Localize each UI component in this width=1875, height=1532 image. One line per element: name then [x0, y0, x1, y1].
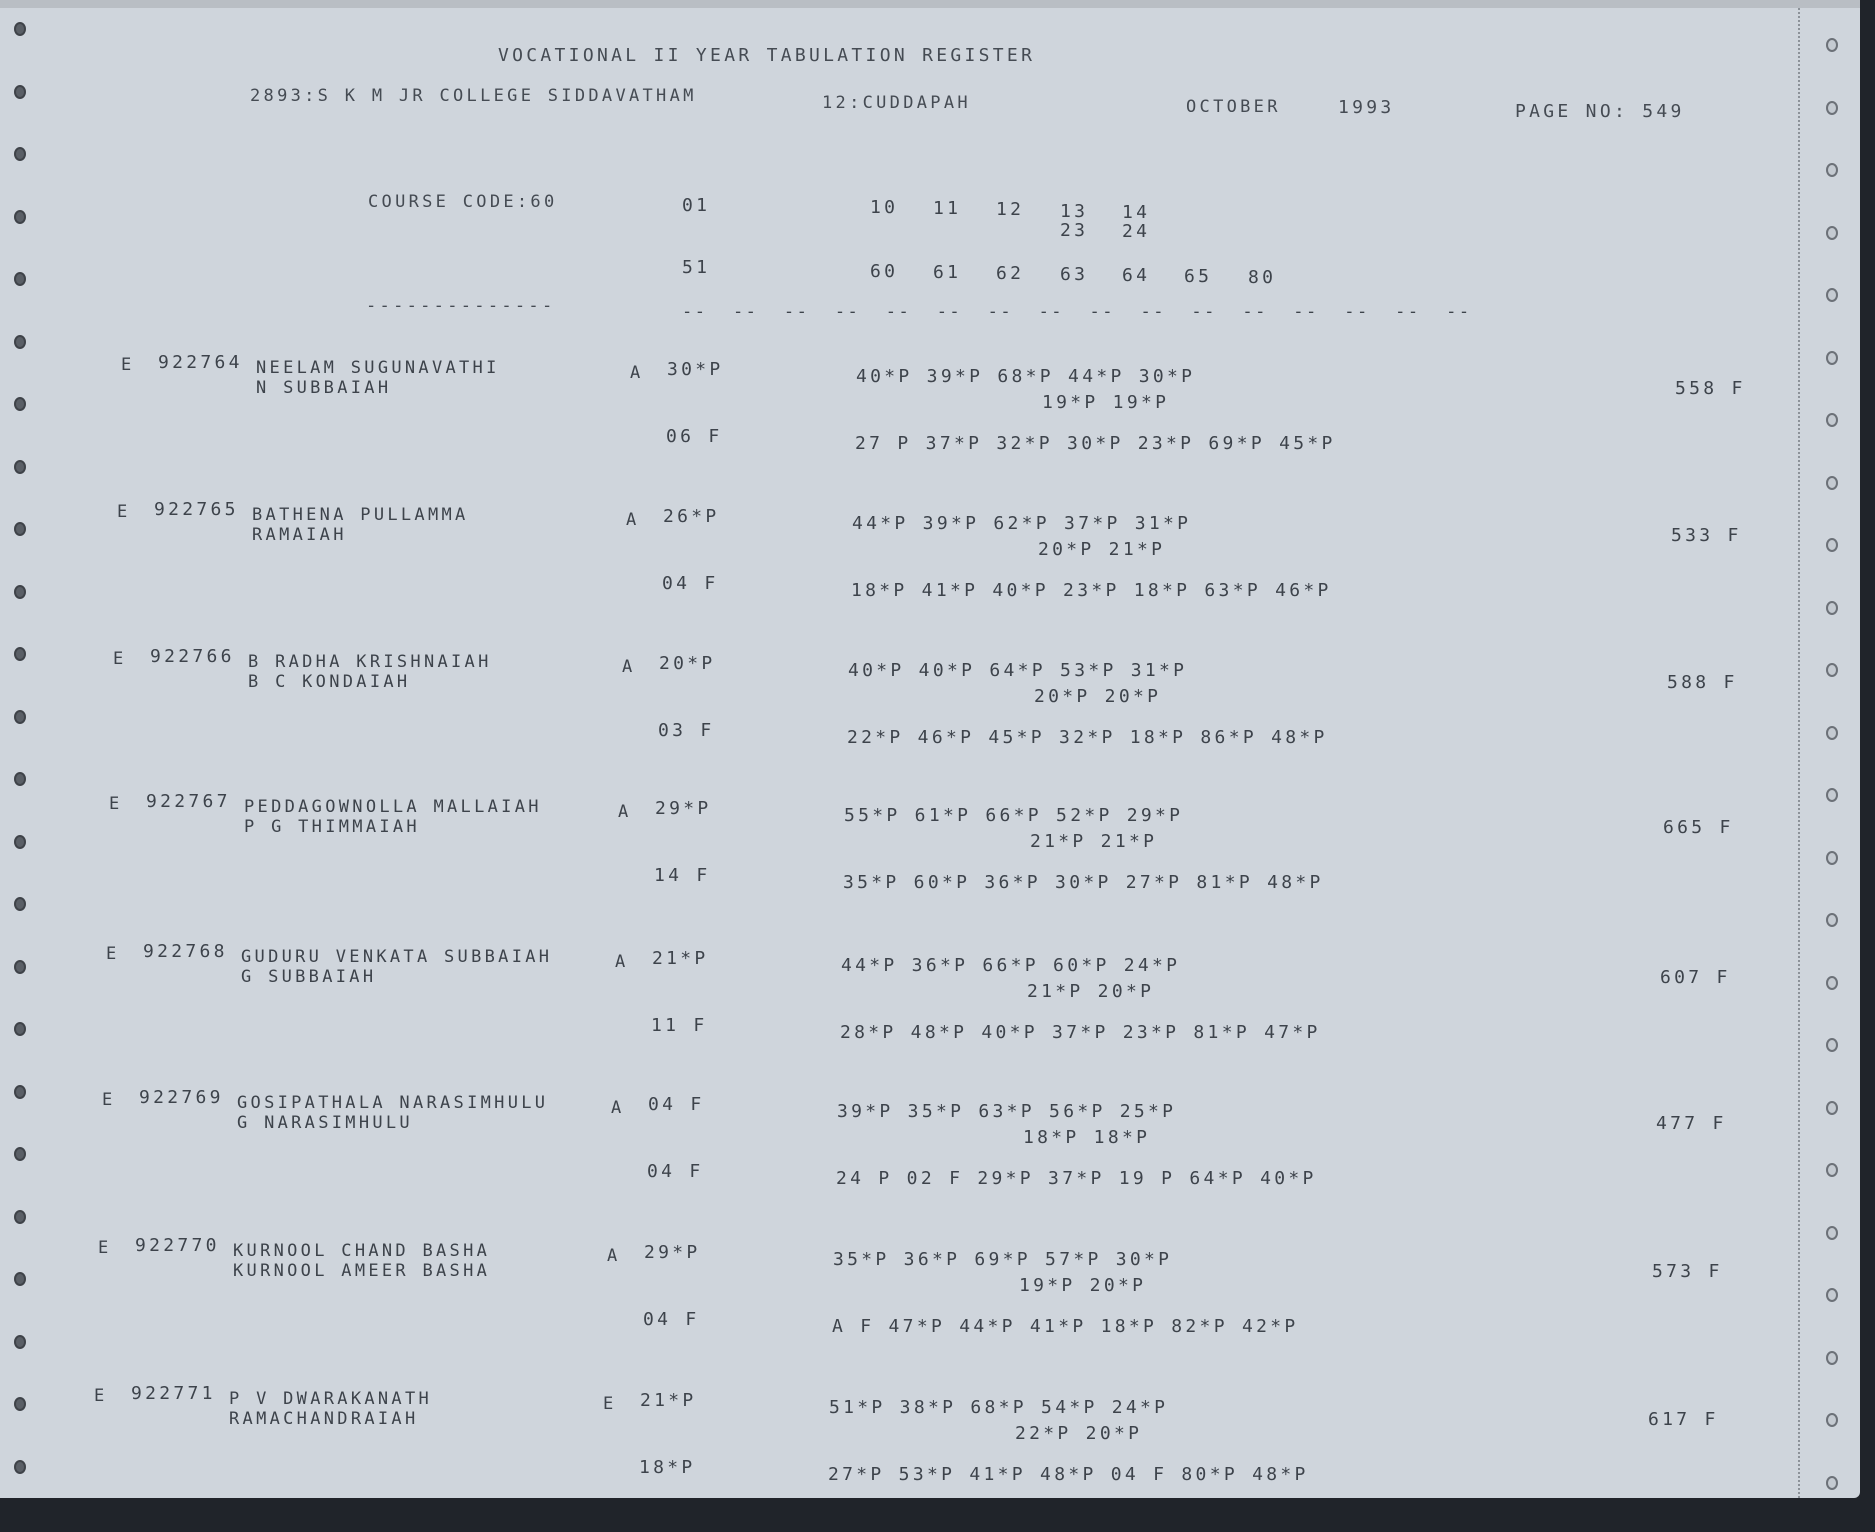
student-name: GOSIPATHALA NARASIMHULU — [237, 1093, 549, 1113]
first-language-mark: 29*P — [644, 1242, 701, 1263]
perforation-hole — [1826, 38, 1838, 52]
group-code: A — [618, 802, 632, 822]
second-year-marks: 28*P 48*P 40*P 37*P 23*P 81*P 47*P — [840, 1022, 1321, 1043]
student-name: BATHENA PULLAMMA — [252, 505, 469, 525]
subject-code: 11 — [933, 198, 962, 219]
second-year-marks: 27 P 37*P 32*P 30*P 23*P 69*P 45*P — [855, 433, 1336, 454]
subject-code: 10 — [870, 197, 899, 218]
first-year-marks-extra: 21*P 20*P — [1027, 981, 1155, 1002]
total-result: 558 F — [1675, 378, 1746, 399]
first-year-marks-extra: 21*P 21*P — [1030, 831, 1158, 852]
second-language-mark: 11 F — [651, 1015, 708, 1036]
roll-number: 922767 — [146, 791, 231, 812]
group-code: A — [630, 363, 644, 383]
roll-number: 922770 — [135, 1235, 220, 1256]
roll-number: 922766 — [150, 646, 235, 667]
subject-code: 65 — [1184, 266, 1213, 287]
first-year-marks-extra: 22*P 20*P — [1015, 1423, 1143, 1444]
perforation-hole — [1826, 1413, 1838, 1427]
student-name: PEDDAGOWNOLLA MALLAIAH — [244, 797, 542, 817]
perforation-hole — [14, 1147, 26, 1161]
perforation-hole — [1826, 538, 1838, 552]
perforation-hole — [1826, 851, 1838, 865]
second-year-marks: 22*P 46*P 45*P 32*P 18*P 86*P 48*P — [847, 727, 1328, 748]
father-name: G SUBBAIAH — [241, 967, 377, 987]
second-language-mark: 04 F — [647, 1161, 704, 1182]
perforation-hole — [1826, 163, 1838, 177]
perforation-hole — [14, 1272, 26, 1286]
first-language-mark: 04 F — [648, 1094, 705, 1115]
perforation-hole — [1826, 226, 1838, 240]
first-year-marks: 44*P 39*P 62*P 37*P 31*P — [852, 513, 1192, 534]
second-year-marks: A F 47*P 44*P 41*P 18*P 82*P 42*P — [832, 1316, 1299, 1337]
perforation-hole — [14, 460, 26, 474]
perforation-hole — [1826, 1476, 1838, 1490]
subject-code: 23 — [1060, 220, 1089, 241]
perforation-hole — [1826, 1288, 1838, 1302]
perforation-hole — [1826, 351, 1838, 365]
perforation-hole — [1826, 1101, 1838, 1115]
student-name: NEELAM SUGUNAVATHI — [256, 358, 500, 378]
second-language-mark: 14 F — [654, 865, 711, 886]
total-result: 588 F — [1667, 672, 1738, 693]
subject-code: 51 — [682, 257, 711, 278]
total-result: 617 F — [1648, 1409, 1719, 1430]
student-category: E — [98, 1238, 112, 1258]
perforation-hole — [1826, 413, 1838, 427]
perforation-hole — [14, 585, 26, 599]
first-year-marks: 39*P 35*P 63*P 56*P 25*P — [837, 1101, 1177, 1122]
perforation-hole — [14, 522, 26, 536]
student-category: E — [121, 355, 135, 375]
roll-number: 922768 — [143, 941, 228, 962]
father-name: KURNOOL AMEER BASHA — [233, 1261, 491, 1281]
first-year-marks-extra: 19*P 19*P — [1042, 392, 1170, 413]
father-name: N SUBBAIAH — [256, 378, 392, 398]
subject-code: 24 — [1122, 221, 1151, 242]
district-name: 12:CUDDAPAH — [822, 93, 971, 113]
group-code: A — [615, 952, 629, 972]
page-number: PAGE NO: 549 — [1515, 101, 1685, 122]
first-language-mark: 21*P — [652, 948, 709, 969]
perforation-hole — [14, 647, 26, 661]
student-name: B RADHA KRISHNAIAH — [248, 652, 492, 672]
perforation-hole — [14, 835, 26, 849]
father-name: B C KONDAIAH — [248, 672, 411, 692]
perforation-hole — [1826, 1038, 1838, 1052]
student-category: E — [102, 1090, 116, 1110]
perforation-hole — [14, 1210, 26, 1224]
perforation-hole — [1826, 663, 1838, 677]
student-category: E — [113, 649, 127, 669]
perforation-hole — [1826, 913, 1838, 927]
first-year-marks: 55*P 61*P 66*P 52*P 29*P — [844, 805, 1184, 826]
subject-code: 14 — [1122, 202, 1151, 223]
perforation-hole — [1826, 726, 1838, 740]
subject-code: 60 — [870, 261, 899, 282]
second-language-mark: 06 F — [666, 426, 723, 447]
perforation-hole — [14, 1335, 26, 1349]
group-code: A — [611, 1098, 625, 1118]
group-code: A — [607, 1246, 621, 1266]
subject-code: 64 — [1122, 265, 1151, 286]
perforation-hole — [1826, 1351, 1838, 1365]
perforation-hole — [1826, 288, 1838, 302]
perforation-hole — [14, 1397, 26, 1411]
student-category: E — [109, 794, 123, 814]
subject-code: 12 — [996, 199, 1025, 220]
perforation-hole — [14, 272, 26, 286]
subject-code: 61 — [933, 262, 962, 283]
subject-code: 01 — [682, 195, 711, 216]
subject-code: 63 — [1060, 264, 1089, 285]
perforation-hole — [14, 397, 26, 411]
student-name: KURNOOL CHAND BASHA — [233, 1241, 491, 1261]
perforation-hole — [14, 897, 26, 911]
perforation-hole — [14, 710, 26, 724]
perforation-hole — [14, 1022, 26, 1036]
total-result: 607 F — [1660, 967, 1731, 988]
group-code: A — [622, 657, 636, 677]
first-year-marks: 40*P 40*P 64*P 53*P 31*P — [848, 660, 1188, 681]
total-result: 533 F — [1671, 525, 1742, 546]
father-name: P G THIMMAIAH — [244, 817, 420, 837]
first-year-marks-extra: 18*P 18*P — [1023, 1127, 1151, 1148]
first-language-mark: 30*P — [667, 359, 724, 380]
total-result: 477 F — [1656, 1113, 1727, 1134]
roll-number: 922764 — [158, 352, 243, 373]
first-year-marks: 44*P 36*P 66*P 60*P 24*P — [841, 955, 1181, 976]
course-code-label: COURSE CODE:60 — [368, 192, 558, 212]
roll-number: 922765 — [154, 499, 239, 520]
second-year-marks: 18*P 41*P 40*P 23*P 18*P 63*P 46*P — [851, 580, 1332, 601]
first-language-mark: 26*P — [663, 506, 720, 527]
right-perforation-strip — [1798, 0, 1860, 1498]
roll-number: 922769 — [139, 1087, 224, 1108]
first-language-mark: 20*P — [659, 653, 716, 674]
father-name: RAMACHANDRAIAH — [229, 1409, 419, 1429]
student-category: E — [117, 502, 131, 522]
first-year-marks-extra: 19*P 20*P — [1019, 1275, 1147, 1296]
first-language-mark: 29*P — [655, 798, 712, 819]
register-title: VOCATIONAL II YEAR TABULATION REGISTER — [498, 45, 1036, 66]
second-language-mark: 04 F — [662, 573, 719, 594]
first-year-marks-extra: 20*P 20*P — [1034, 686, 1162, 707]
subject-code: 80 — [1248, 267, 1277, 288]
perforation-hole — [14, 22, 26, 36]
subject-code: 13 — [1060, 201, 1089, 222]
second-language-mark: 03 F — [658, 720, 715, 741]
perforation-hole — [1826, 1163, 1838, 1177]
college-name: 2893:S K M JR COLLEGE SIDDAVATHAM — [250, 86, 697, 106]
exam-month: OCTOBER — [1186, 97, 1281, 117]
group-code: A — [626, 510, 640, 530]
perforation-hole — [14, 210, 26, 224]
subject-code: 62 — [996, 263, 1025, 284]
first-language-mark: 21*P — [640, 1390, 697, 1411]
student-category: E — [106, 944, 120, 964]
first-year-marks: 51*P 38*P 68*P 54*P 24*P — [829, 1397, 1169, 1418]
perforation-hole — [1826, 476, 1838, 490]
exam-year: 1993 — [1338, 97, 1395, 118]
perforation-hole — [14, 1085, 26, 1099]
second-year-marks: 27*P 53*P 41*P 48*P 04 F 80*P 48*P — [828, 1464, 1309, 1485]
second-language-mark: 18*P — [639, 1457, 696, 1478]
student-name: P V DWARAKANATH — [229, 1389, 433, 1409]
perforation-hole — [14, 772, 26, 786]
father-name: G NARASIMHULU — [237, 1113, 413, 1133]
perforation-hole — [14, 1460, 26, 1474]
left-perforation-strip — [0, 0, 40, 1498]
perforation-hole — [1826, 1226, 1838, 1240]
perforation-hole — [1826, 788, 1838, 802]
perforation-hole — [14, 335, 26, 349]
total-result: 665 F — [1663, 817, 1734, 838]
group-code: E — [603, 1394, 617, 1414]
course-code-underline: -------------- — [366, 296, 556, 316]
perforation-hole — [14, 960, 26, 974]
second-year-marks: 24 P 02 F 29*P 37*P 19 P 64*P 40*P — [836, 1168, 1317, 1189]
second-year-marks: 35*P 60*P 36*P 30*P 27*P 81*P 48*P — [843, 872, 1324, 893]
column-dash-separator: -- -- -- -- -- -- -- -- -- -- -- -- -- -- -- -- — [682, 302, 1472, 322]
perforation-hole — [14, 85, 26, 99]
first-year-marks-extra: 20*P 21*P — [1038, 539, 1166, 560]
perforation-hole — [1826, 101, 1838, 115]
total-result: 573 F — [1652, 1261, 1723, 1282]
first-year-marks: 40*P 39*P 68*P 44*P 30*P — [856, 366, 1196, 387]
student-name: GUDURU VENKATA SUBBAIAH — [241, 947, 553, 967]
father-name: RAMAIAH — [252, 525, 347, 545]
first-year-marks: 35*P 36*P 69*P 57*P 30*P — [833, 1249, 1173, 1270]
student-category: E — [94, 1386, 108, 1406]
perforation-hole — [1826, 601, 1838, 615]
perforation-hole — [1826, 976, 1838, 990]
roll-number: 922771 — [131, 1383, 216, 1404]
perforation-hole — [14, 147, 26, 161]
second-language-mark: 04 F — [643, 1309, 700, 1330]
